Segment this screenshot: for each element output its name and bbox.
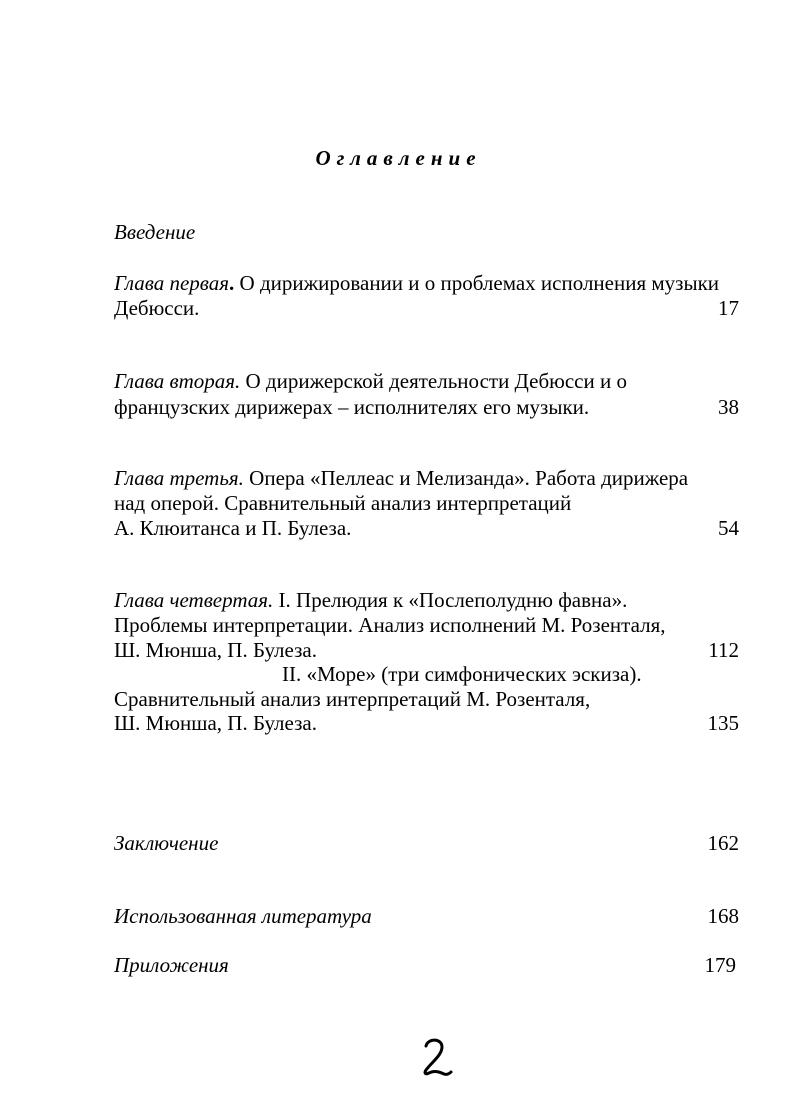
toc-ch4-line3: Ш. Мюнша, П. Булеза. xyxy=(114,638,317,662)
toc-ch3-line3: А. Клюитанса и П. Булеза. xyxy=(114,516,352,540)
toc-ch2-page: 38 xyxy=(718,395,739,419)
toc-ch4-page2: 135 xyxy=(707,711,739,735)
toc-ch3-line1 xyxy=(114,465,688,491)
toc-ch1-label: Глава первая xyxy=(114,271,230,295)
toc-ch3-text1: Опера «Пеллеас и Мелизанда». Работа дирижера xyxy=(243,466,689,490)
page-title: Оглавление xyxy=(315,146,482,170)
toc-appendix-page: 179 xyxy=(704,953,736,977)
toc-ch1-text1: О дирижировании и о проблемах исполнения музыки xyxy=(234,271,720,295)
toc-ch4-line2: Проблемы интерпретации. Анализ исполнений М. Розенталя, xyxy=(114,613,666,637)
toc-literature-page: 168 xyxy=(707,904,739,928)
toc-appendix: Приложения xyxy=(114,953,229,977)
toc-conclusion: Заключение xyxy=(114,831,219,855)
toc-conclusion-page: 162 xyxy=(707,831,739,855)
toc-literature: Использованная литература xyxy=(114,904,372,928)
toc-ch1-dot: . xyxy=(229,271,235,295)
toc-ch2-line2: французских дирижерах – исполнителях его музыки. xyxy=(114,395,590,419)
toc-ch4-line6: Ш. Мюнша, П. Булеза. xyxy=(114,711,317,735)
toc-ch3-page: 54 xyxy=(718,516,739,540)
toc-intro: Введение xyxy=(114,220,196,244)
toc-ch2-text1: О дирижерской деятельности Дебюсси и о xyxy=(240,369,627,393)
toc-ch1-line1 xyxy=(114,270,719,296)
toc-ch4-text1: I. Прелюдия к «Послеполудню фавна». xyxy=(273,588,628,612)
toc-ch1-line2: Дебюсси. xyxy=(114,296,200,320)
toc-ch2-label: Глава вторая. xyxy=(114,369,241,393)
toc-ch4-line5: Сравнительный анализ интерпретаций М. Розенталя, xyxy=(114,687,591,711)
toc-ch4-page1: 112 xyxy=(708,638,739,662)
toc-ch1-page: 17 xyxy=(718,296,739,320)
toc-ch2-line1 xyxy=(114,368,627,394)
handwritten-page-number xyxy=(420,1036,454,1080)
toc-ch4-label: Глава четвертая. xyxy=(114,588,274,612)
toc-ch3-label: Глава третья. xyxy=(114,466,244,490)
toc-ch4-line1 xyxy=(114,587,627,613)
toc-ch3-line2: над оперой. Сравнительный анализ интерпретаций xyxy=(114,491,572,515)
toc-ch4-line4: II. «Море» (три симфонических эскиза). xyxy=(282,662,642,686)
